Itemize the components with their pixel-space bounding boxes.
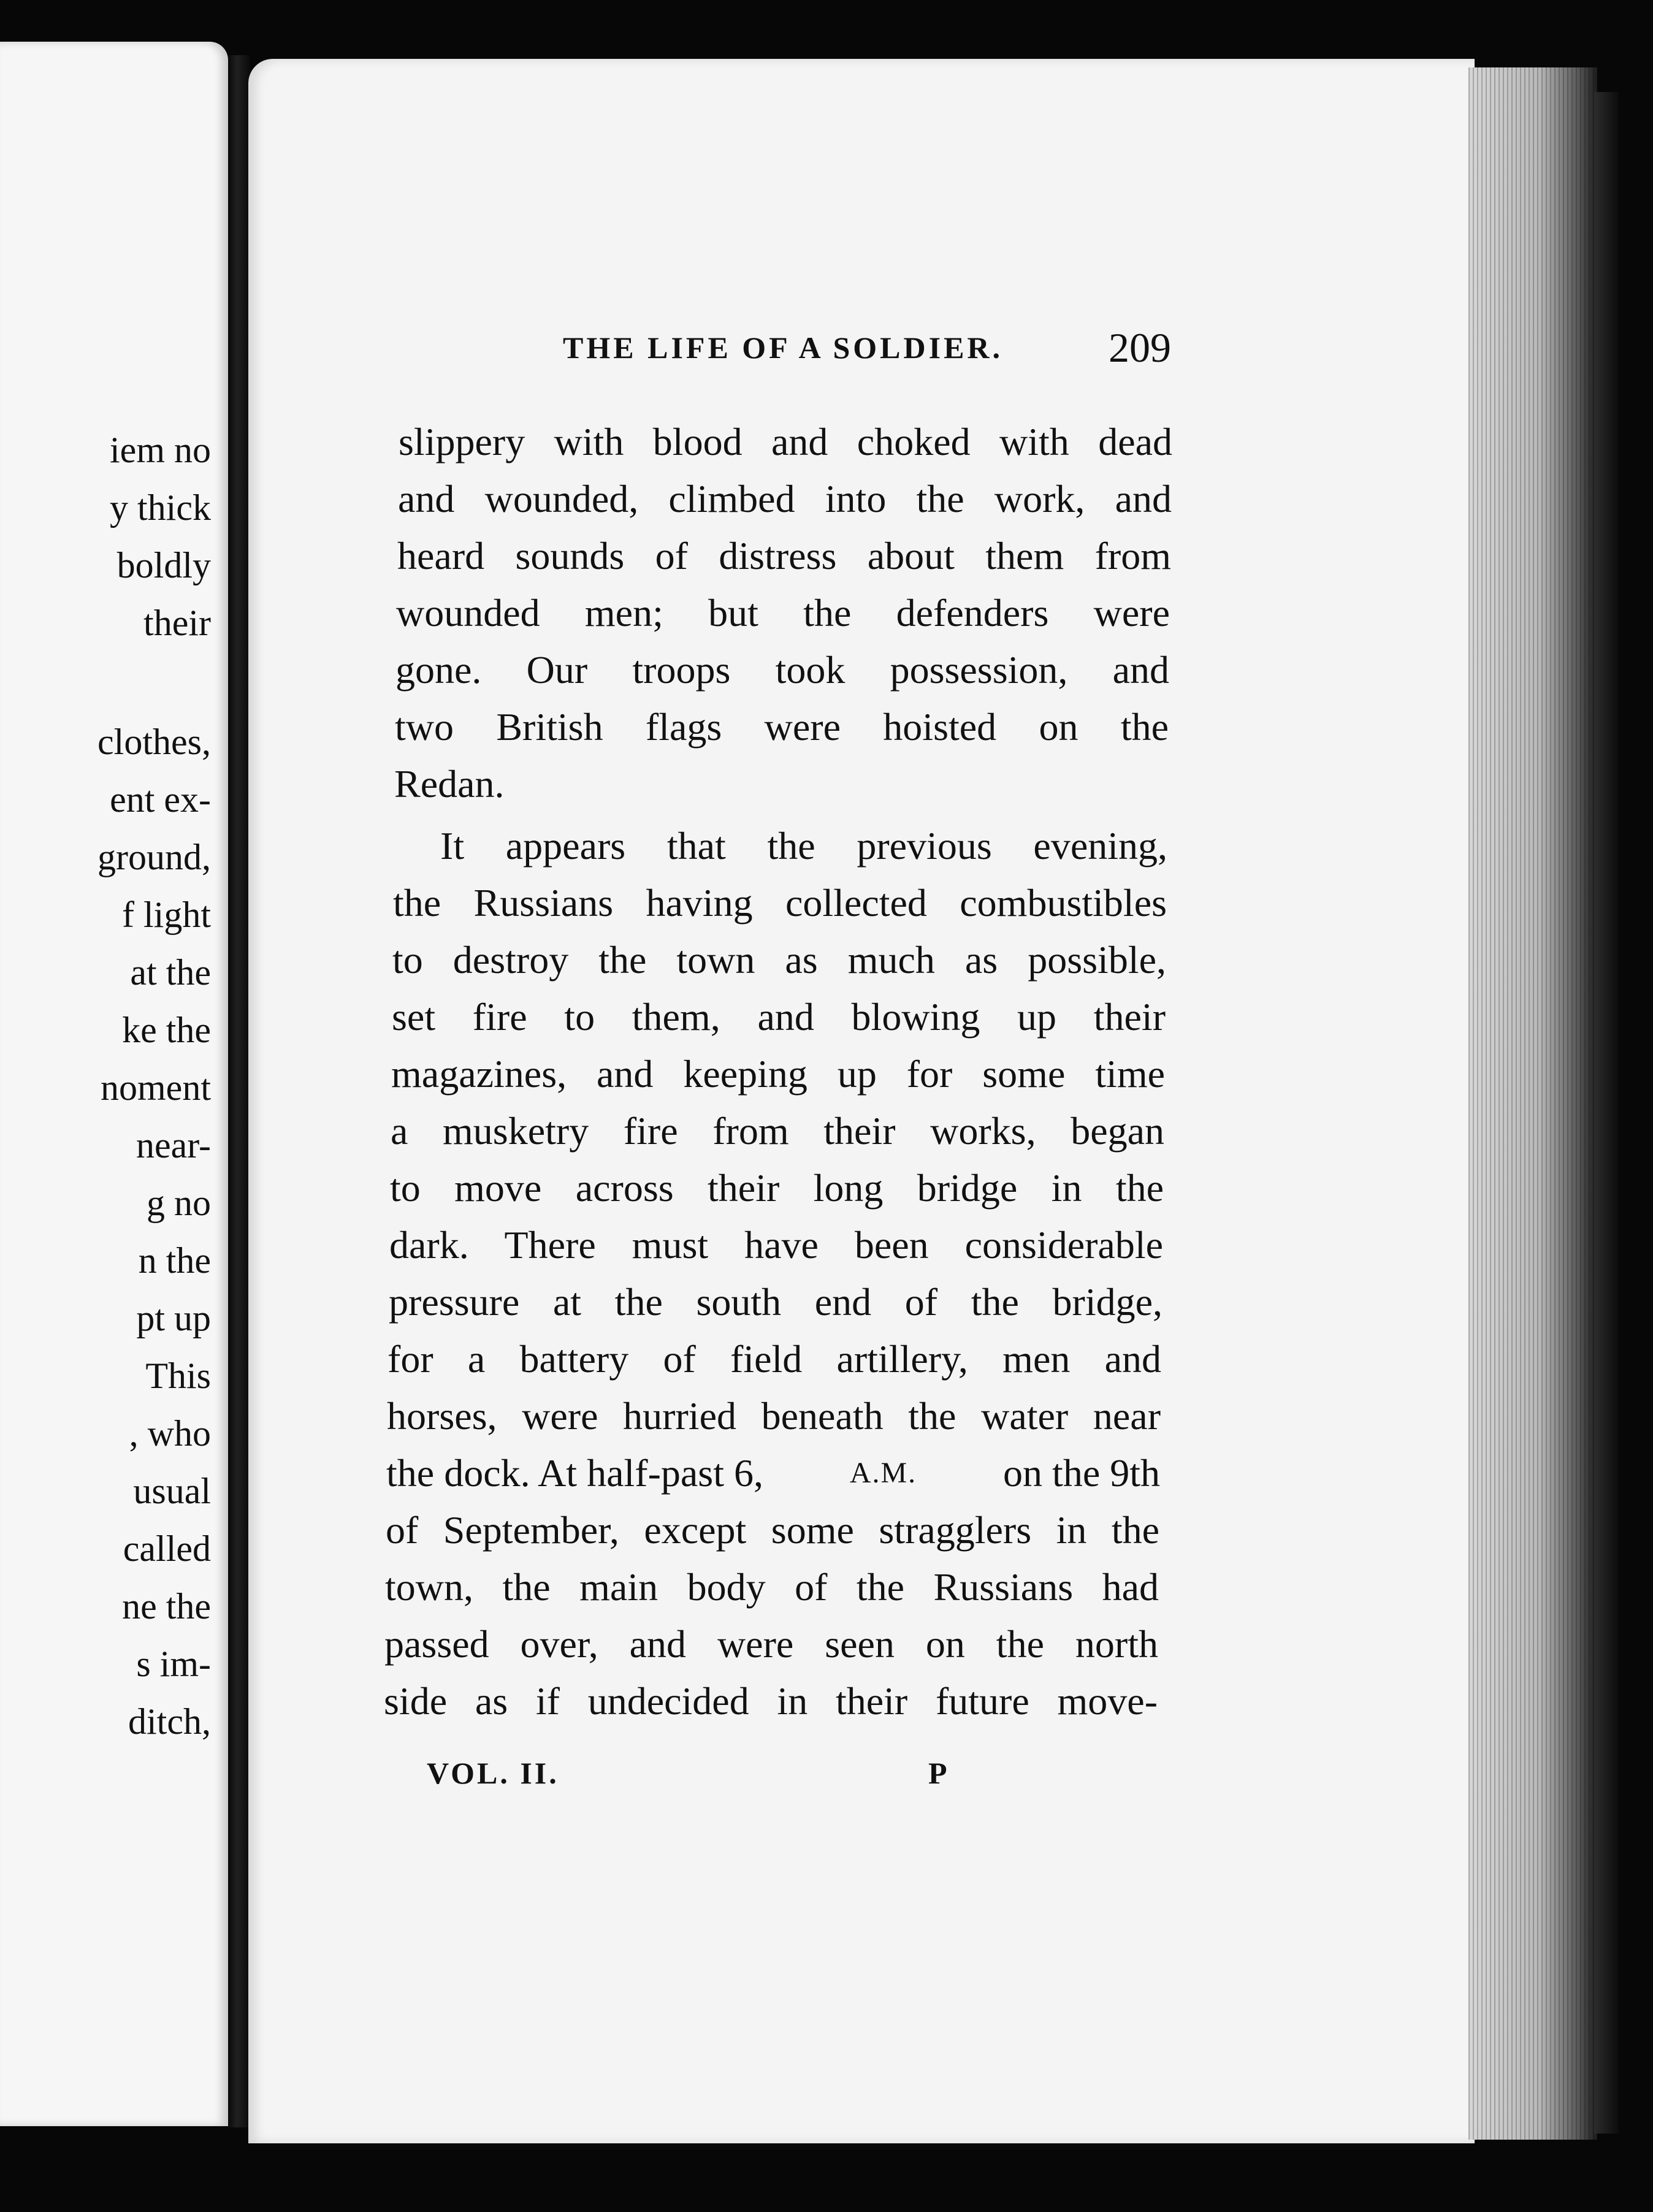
small-caps-abbreviation: A.M. <box>849 1457 917 1489</box>
body-text-line: set fire to them, and blowing up their <box>392 995 1166 1039</box>
left-page-line: f light <box>122 894 211 935</box>
left-page-line: noment <box>101 1067 211 1108</box>
left-page-line: , who <box>129 1413 211 1454</box>
left-page-line: ground, <box>97 837 211 877</box>
body-text-line: town, the main body of the Russians had <box>385 1565 1159 1609</box>
left-page-line: at the <box>130 952 211 993</box>
body-text-line: the Russians having collected combustibles <box>393 881 1167 925</box>
left-page-line: pt up <box>136 1298 211 1338</box>
body-text-line: dark. There must have been considerable <box>389 1223 1163 1267</box>
body-text-line: to destroy the town as much as possible, <box>392 938 1166 982</box>
left-page-line: iem no <box>110 430 211 470</box>
body-text-line: and wounded, climbed into the work, and <box>398 477 1172 521</box>
body-text-fragment: on the 9th <box>1003 1451 1160 1495</box>
left-page-line: their <box>143 603 211 643</box>
left-page-line: ke the <box>122 1010 211 1050</box>
body-text-line: for a battery of field artillery, men and <box>387 1337 1161 1381</box>
left-page-line: s im- <box>136 1644 211 1684</box>
volume-footer: VOL. II. <box>427 1756 559 1790</box>
signature-mark: P <box>928 1756 947 1790</box>
body-text-line: of September, except some stragglers in the <box>386 1508 1159 1552</box>
running-head: THE LIFE OF A SOLDIER. <box>563 330 1004 365</box>
body-text-line: magazines, and keeping up for some time <box>391 1052 1165 1096</box>
left-page-line: called <box>123 1528 211 1569</box>
body-text-line: wounded men; but the defenders were <box>396 591 1170 635</box>
left-page-line: ent ex- <box>110 779 211 820</box>
body-text-line: It appears that the previous evening, <box>440 824 1167 868</box>
body-text-line: heard sounds of distress about them from <box>397 534 1171 578</box>
left-page-line: g no <box>147 1183 211 1223</box>
book-cover-edge <box>1594 92 1619 2134</box>
body-text-line: passed over, and were seen on the north <box>384 1622 1158 1666</box>
left-page-line: usual <box>133 1471 211 1511</box>
left-page-line: n the <box>138 1240 211 1281</box>
body-text-line: slippery with blood and choked with dead <box>399 420 1172 463</box>
body-text-line: pressure at the south end of the bridge, <box>389 1280 1162 1324</box>
body-text-line: side as if undecided in their future move- <box>384 1679 1158 1723</box>
body-text-line: to move across their long bridge in the <box>390 1166 1164 1210</box>
body-text-fragment: the dock. At half-past 6, <box>386 1451 763 1495</box>
body-text-line: horses, were hurried beneath the water near <box>387 1394 1161 1438</box>
left-facing-page <box>0 42 228 2126</box>
left-page-line: near- <box>136 1125 211 1165</box>
body-text-line <box>386 1444 1160 1502</box>
body-text-line: two British flags were hoisted on the <box>395 705 1169 749</box>
body-text-line: Redan. <box>394 762 505 806</box>
left-page-line: This <box>145 1356 211 1396</box>
left-page-line: y thick <box>110 487 211 528</box>
left-page-line: boldly <box>116 545 211 585</box>
left-page-line: clothes, <box>97 722 211 762</box>
page-edges <box>1468 67 1597 2140</box>
body-text-line: gone. Our troops took possession, and <box>395 648 1169 692</box>
left-page-line: ditch, <box>128 1701 211 1742</box>
body-text-line: a musketry fire from their works, began <box>391 1109 1164 1153</box>
left-page-line: ne the <box>122 1586 211 1627</box>
page-number: 209 <box>1109 324 1171 371</box>
book-gutter <box>228 55 250 2127</box>
